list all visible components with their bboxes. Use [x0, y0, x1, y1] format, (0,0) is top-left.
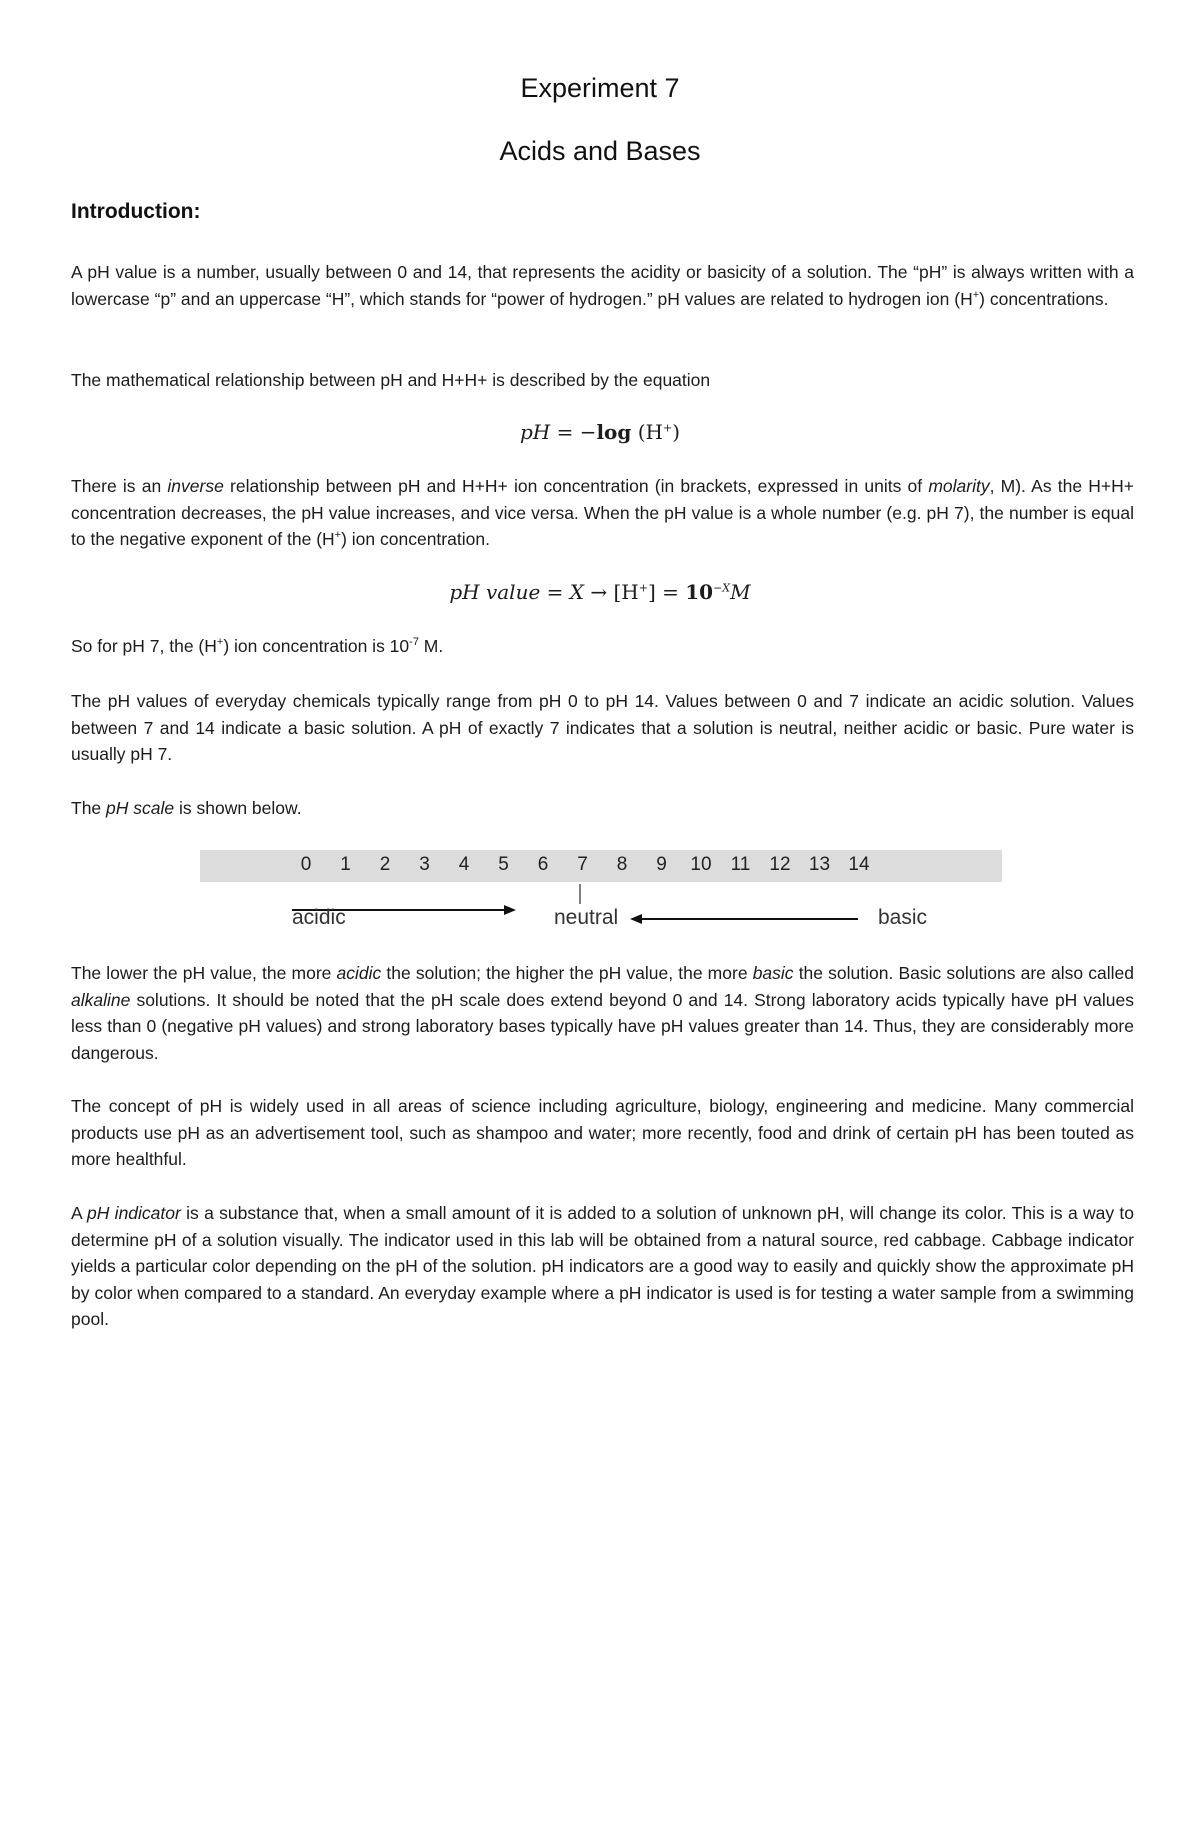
- equation-ph-log: pH = −log (H+): [519, 420, 681, 444]
- ph-scale-number: 3: [419, 854, 430, 875]
- ph-scale-number: 5: [498, 854, 509, 875]
- paragraph-inverse: There is an inverse relationship between pH and H+H+ ion concentration (in brackets, expressed in units of molarity, M). As the H+H+ concentration decreases, the pH value increases, and vice versa. When the pH value is a whole number (e.g. pH 7), the number is equal to the negative exponent of the (H+) ion concentration.: [71, 476, 1135, 549]
- ph-scale-number: 14: [848, 854, 870, 875]
- basic-label: basic: [878, 906, 928, 929]
- ph-scale-number: 9: [656, 854, 667, 875]
- ph-scale-number: 7: [577, 854, 588, 875]
- page-title: Experiment 7: [520, 73, 680, 103]
- paragraph-lower-higher: The lower the pH value, the more acidic the solution; the higher the pH value, the more basic the solution. Basic solutions are also called alkaline solutions. It should be noted that the pH scale does extend beyond 0 and 14. Strong laboratory acids typically have pH values less than 0 (negative pH values) and strong laboratory bases typically have pH values greater than 14. Thus, they are considerably more dangerous.: [71, 963, 1134, 1063]
- paragraph-scale-intro: The pH scale is shown below.: [71, 798, 302, 818]
- ph-scale-number: 13: [808, 854, 831, 875]
- ph-scale-number: 6: [537, 854, 549, 875]
- ph-scale-number: 0: [300, 854, 312, 875]
- equation-ph-value: pH value = $X \to [H^+] = 10^{-X}M$: [449, 580, 751, 604]
- ph-scale-number: 12: [769, 854, 791, 875]
- ph-scale-number: 11: [730, 854, 751, 875]
- basic-arrow-head: [630, 914, 642, 924]
- ph-scale-number: 10: [690, 854, 712, 875]
- ph-scale-number: 2: [379, 854, 391, 875]
- acidic-label: acidic: [292, 906, 346, 929]
- introduction-heading: Introduction:: [71, 200, 201, 223]
- neutral-label: neutral: [554, 906, 619, 929]
- page-subtitle: Acids and Bases: [499, 136, 701, 166]
- ph-scale-number: 1: [340, 854, 351, 875]
- paragraph-ph7-example: So for pH 7, the (H+) ion concentration is $10^{-7}$ M.: [71, 636, 444, 656]
- paragraph-ph-range: The pH values of everyday chemicals typically range from pH 0 to pH 14. Values between 0 and 7 indicate an acidic solution. Values between 7 and 14 indicate a basic solution. A pH of exactly 7 indicates that a solution is neutral, neither acidic or basic. Pure water is usually pH 7.: [71, 691, 1134, 764]
- paragraph-ph-indicator: A pH indicator is a substance that, when a small amount of it is added to a solution of unknown pH, will change its color. This is a way to determine pH of a solution visually. The indicator used in this lab will be obtained from a natural source, red cabbage. Cabbage indicator yields a particular color depending on the pH of the solution. pH indicators are a good way to easily and quickly show the approximate pH by color when compared to a standard. An everyday example where a pH indicator is used is for testing a water sample from a swimming pool.: [71, 1203, 1134, 1329]
- paragraph-ph-definition: A pH value is a number, usually between 0 and 14, that represents the acidity or basicity of a solution. The “pH” is always written with a lowercase “p” and an uppercase “H”, which stands for “power of hydrogen.” pH values are related to hydrogen ion (H+) concentrations.: [71, 262, 1134, 309]
- paragraph-ph-concept: The concept of pH is widely used in all areas of science including agriculture, biology, engineering and medicine. Many commercial products use pH as an advertisement tool, such as shampoo and water; more recently, food and drink of certain pH has been touted as more healthful.: [71, 1096, 1134, 1169]
- ph-scale-figure: [200, 850, 1002, 960]
- acidic-arrow-head: [504, 905, 516, 915]
- paragraph-relationship: The mathematical relationship between pH and H+H+ is described by the equation: [71, 370, 711, 390]
- ph-scale-number: 4: [458, 854, 470, 875]
- ph-scale-number: 8: [616, 854, 628, 875]
- ph-scale-arrows: [200, 850, 1002, 960]
